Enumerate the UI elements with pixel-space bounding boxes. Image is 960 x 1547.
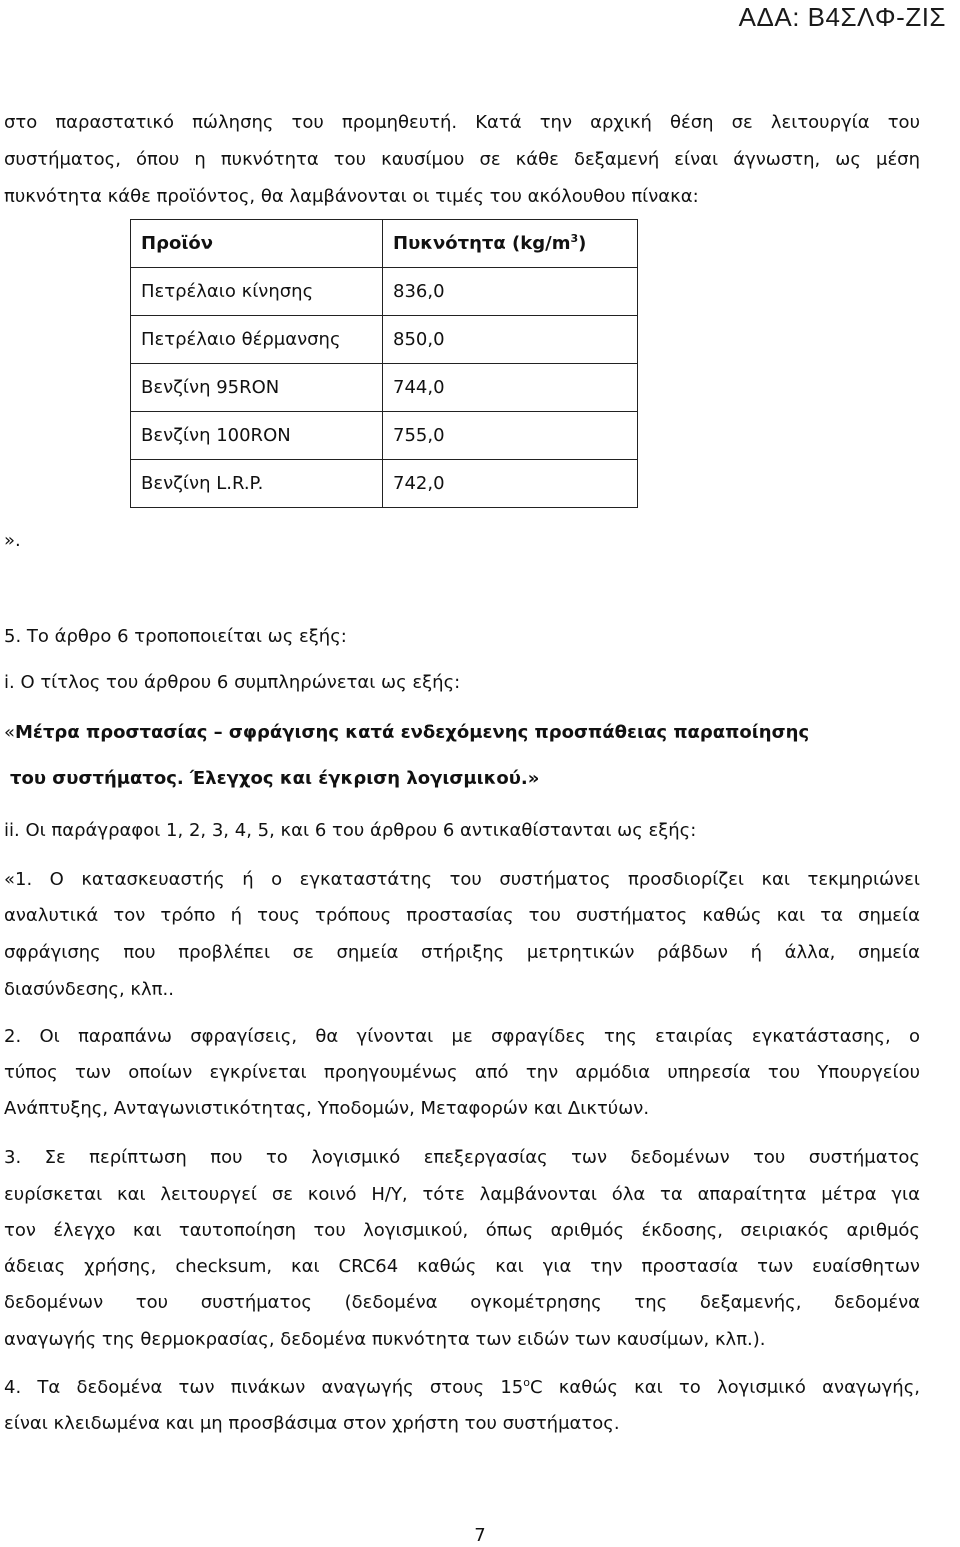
product-cell: Πετρέλαιο κίνησης (131, 268, 383, 316)
para2-line-1: 2. Οι παραπάνω σφραγίσεις, θα γίνονται με σφραγίδες της εταιρίας εγκατάστασης, ο (4, 1026, 920, 1047)
quote-close: ». (4, 530, 21, 551)
product-cell: Πετρέλαιο θέρμανσης (131, 316, 383, 364)
product-cell: Βενζίνη L.R.P. (131, 460, 383, 508)
table-row (131, 316, 638, 364)
para2-line-3: Ανάπτυξης, Ανταγωνιστικότητας, Υποδομών, Μεταφορών και Δικτύων. (4, 1098, 650, 1119)
para3-line-2: ευρίσκεται και λειτουργεί σε κοινό Η/Υ, τότε λαμβάνονται όλα τα απαραίτητα μέτρα για (4, 1184, 920, 1205)
section5-title-line1: «Μέτρα προστασίας – σφράγισης κατά ενδεχόμενης προσπάθειας παραποίησης (4, 722, 810, 743)
ada-code: ΑΔΑ: Β4ΣΛΦ-ΖΙΣ (738, 2, 946, 32)
product-cell: Βενζίνη 95RON (131, 364, 383, 412)
page-number: 7 (474, 1525, 486, 1546)
para3-line-4: άδειας χρήσης, checksum, και CRC64 καθώς και για την προστασία των ευαίσθητων (4, 1256, 920, 1277)
para1-line-1: «1. Ο κατασκευαστής ή ο εγκαταστάτης του συστήματος προσδιορίζει και τεκμηριώνει (4, 869, 920, 890)
intro-line-2: συστήματος, όπου η πυκνότητα του καυσίμου σε κάθε δεξαμενή είναι άγνωστη, ως μέση (4, 149, 920, 170)
density-cell: 836,0 (383, 268, 638, 316)
product-cell: Βενζίνη 100RON (131, 412, 383, 460)
para4-line-2: είναι κλειδωμένα και μη προσβάσιμα στον χρήστη του συστήματος. (4, 1413, 620, 1434)
table-row (131, 460, 638, 508)
density-cell: 850,0 (383, 316, 638, 364)
para2-line-2: τύπος των οποίων εγκρίνεται προηγουμένως από την αρμόδια υπηρεσία του Υπουργείου (4, 1062, 920, 1083)
table-row (131, 268, 638, 316)
para1-line-3: σφράγισης που προβλέπει σε σημεία στήριξης μετρητικών ράβδων ή άλλα, σημεία (4, 942, 920, 963)
para1-line-2: αναλυτικά τον τρόπο ή τους τρόπους προστασίας του συστήματος καθώς και τα σημεία (4, 905, 920, 926)
para1-line-4: διασύνδεσης, κλπ.. (4, 979, 174, 1000)
header-density: Πυκνότητα $(kg/m^3)$ (383, 220, 638, 268)
section5-item-i: i. Ο τίτλος του άρθρου 6 συμπληρώνεται ως εξής: (4, 672, 461, 693)
para3-line-1: 3. Σε περίπτωση που το λογισμικό επεξεργασίας των δεδομένων του συστήματος (4, 1147, 920, 1168)
table-row (131, 364, 638, 412)
table-row (131, 412, 638, 460)
section5-item-ii: ii. Οι παράγραφοι 1, 2, 3, 4, 5, και 6 του άρθρου 6 αντικαθίστανται ως εξής: (4, 820, 697, 841)
density-cell: 755,0 (383, 412, 638, 460)
table-header-row (131, 220, 638, 268)
para3-line-5: δεδομένων του συστήματος (δεδομένα ογκομέτρησης της δεξαμενής, δεδομένα (4, 1292, 920, 1313)
intro-line-1: στο παραστατικό πώλησης του προμηθευτή. Κατά την αρχική θέση σε λειτουργία του (4, 112, 920, 133)
density-cell: 742,0 (383, 460, 638, 508)
density-table (130, 219, 638, 508)
header-product: Προϊόν (131, 220, 383, 268)
para3-line-6: αναγωγής της θερμοκρασίας, δεδομένα πυκνότητα των ειδών των καυσίμων, κλπ.). (4, 1329, 766, 1350)
intro-line-3: πυκνότητα κάθε προϊόντος, θα λαμβάνονται οι τιμές του ακόλουθου πίνακα: (4, 186, 699, 207)
section5-heading: 5. Το άρθρο 6 τροποποιείται ως εξής: (4, 626, 347, 647)
para4-line-1: 4. Τα δεδομένα των πινάκων αναγωγής στους 15$^o$C καθώς και το λογισμικό αναγωγής, (4, 1376, 921, 1398)
para3-line-3: τον έλεγχο και ταυτοποίηση του λογισμικού, όπως αριθμός έκδοσης, σειριακός αριθμός (4, 1220, 920, 1241)
density-cell: 744,0 (383, 364, 638, 412)
section5-title-line2: του συστήματος. Έλεγχος και έγκριση λογισμικού.» (10, 768, 540, 789)
